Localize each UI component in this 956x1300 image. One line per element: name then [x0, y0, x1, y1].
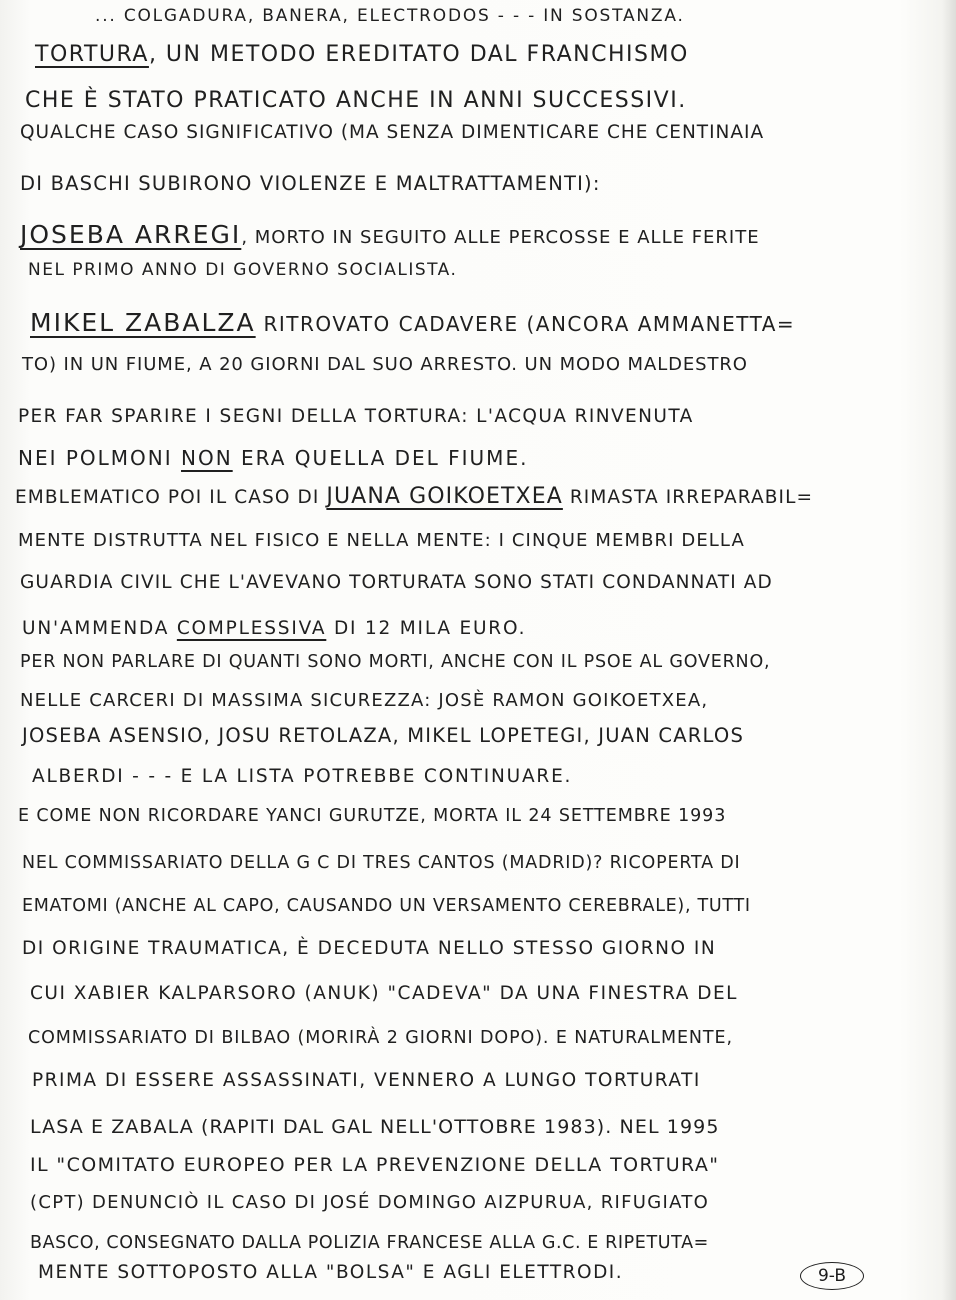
- text-line-20: E COME NON RICORDARE YANCI GURUTZE, MORTA IL 24 SETTEMBRE 1993: [18, 806, 727, 826]
- text-line-25: COMMISSARIATO DI BILBAO (MORIRÀ 2 GIORNI DOPO). E NATURALMENTE,: [28, 1028, 733, 1048]
- text-line-24: CUI XABIER KALPARSORO (ANUK) "CADEVA" DA UNA FINESTRA DEL: [30, 983, 738, 1004]
- text-line-26: PRIMA DI ESSERE ASSASSINATI, VENNERO A LUNGO TORTURATI: [32, 1070, 701, 1091]
- text-line-9: TO) IN UN FIUME, A 20 GIORNI DAL SUO ARRESTO. UN MODO MALDESTRO: [22, 354, 748, 375]
- text-line-18: JOSEBA ASENSIO, JOSU RETOLAZA, MIKEL LOPETEGI, JUAN CARLOS: [22, 724, 745, 747]
- text-line-10: PER FAR SPARIRE I SEGNI DELLA TORTURA: L'ACQUA RINVENUTA: [18, 406, 694, 427]
- text-line-7: NEL PRIMO ANNO DI GOVERNO SOCIALISTA.: [28, 260, 458, 280]
- text-line-4: QUALCHE CASO SIGNIFICATIVO (MA SENZA DIMENTICARE CHE CENTINAIA: [20, 122, 765, 143]
- text-line-30: BASCO, CONSEGNATO DALLA POLIZIA FRANCESE ALLA G.C. E RIPETUTA=: [30, 1233, 709, 1253]
- page-number-badge: [800, 1262, 864, 1290]
- text-line-22: EMATOMI (ANCHE AL CAPO, CAUSANDO UN VERSAMENTO CEREBRALE), TUTTI: [22, 896, 751, 916]
- text-line-15: UN'AMMENDA COMPLESSIVA DI 12 MILA EURO.: [22, 618, 527, 639]
- text-line-2: TORTURA, UN METODO EREDITATO DAL FRANCHISMO: [35, 42, 689, 67]
- page-number: 9-B: [817, 1266, 846, 1286]
- text-line-28: IL "COMITATO EUROPEO PER LA PREVENZIONE DELLA TORTURA": [30, 1154, 720, 1176]
- text-line-31: MENTE SOTTOPOSTO ALLA "BOLSA" E AGLI ELETTRODI.: [38, 1262, 624, 1283]
- text-line-3: CHE È STATO PRATICATO ANCHE IN ANNI SUCCESSIVI.: [25, 88, 687, 113]
- text-line-1: ... COLGADURA, BANERA, ELECTRODOS - - - IN SOSTANZA.: [95, 6, 685, 26]
- text-line-11: NEI POLMONI NON ERA QUELLA DEL FIUME.: [18, 446, 529, 470]
- text-line-16: PER NON PARLARE DI QUANTI SONO MORTI, ANCHE CON IL PSOE AL GOVERNO,: [20, 652, 771, 672]
- text-line-12: EMBLEMATICO POI IL CASO DI JUANA GOIKOETXEA RIMASTA IRREPARABIL=: [15, 484, 814, 509]
- page-edge-shadow: [942, 0, 956, 1300]
- text-line-17: NELLE CARCERI DI MASSIMA SICUREZZA: JOSÈ RAMON GOIKOETXEA,: [20, 690, 709, 711]
- text-line-23: DI ORIGINE TRAUMATICA, È DECEDUTA NELLO STESSO GIORNO IN: [22, 938, 717, 959]
- text-line-6: JOSEBA ARREGI, MORTO IN SEGUITO ALLE PERCOSSE E ALLE FERITE: [20, 220, 760, 249]
- text-line-27: LASA E ZABALA (RAPITI DAL GAL NELL'OTTOBRE 1983). NEL 1995: [30, 1116, 720, 1138]
- text-line-29: (CPT) DENUNCIÒ IL CASO DI JOSÉ DOMINGO AIZPURUA, RIFUGIATO: [30, 1192, 710, 1213]
- text-line-21: NEL COMMISSARIATO DELLA G C DI TRES CANTOS (MADRID)? RICOPERTA DI: [22, 853, 741, 873]
- text-line-13: MENTE DISTRUTTA NEL FISICO E NELLA MENTE: I CINQUE MEMBRI DELLA: [18, 530, 745, 551]
- text-line-19: ALBERDI - - - E LA LISTA POTREBBE CONTINUARE.: [32, 766, 573, 787]
- text-line-14: GUARDIA CIVIL CHE L'AVEVANO TORTURATA SONO STATI CONDANNATI AD: [20, 572, 773, 593]
- text-line-8: MIKEL ZABALZA RITROVATO CADAVERE (ANCORA AMMANETTA=: [30, 308, 796, 337]
- text-line-5: DI BASCHI SUBIRONO VIOLENZE E MALTRATTAMENTI):: [20, 172, 601, 195]
